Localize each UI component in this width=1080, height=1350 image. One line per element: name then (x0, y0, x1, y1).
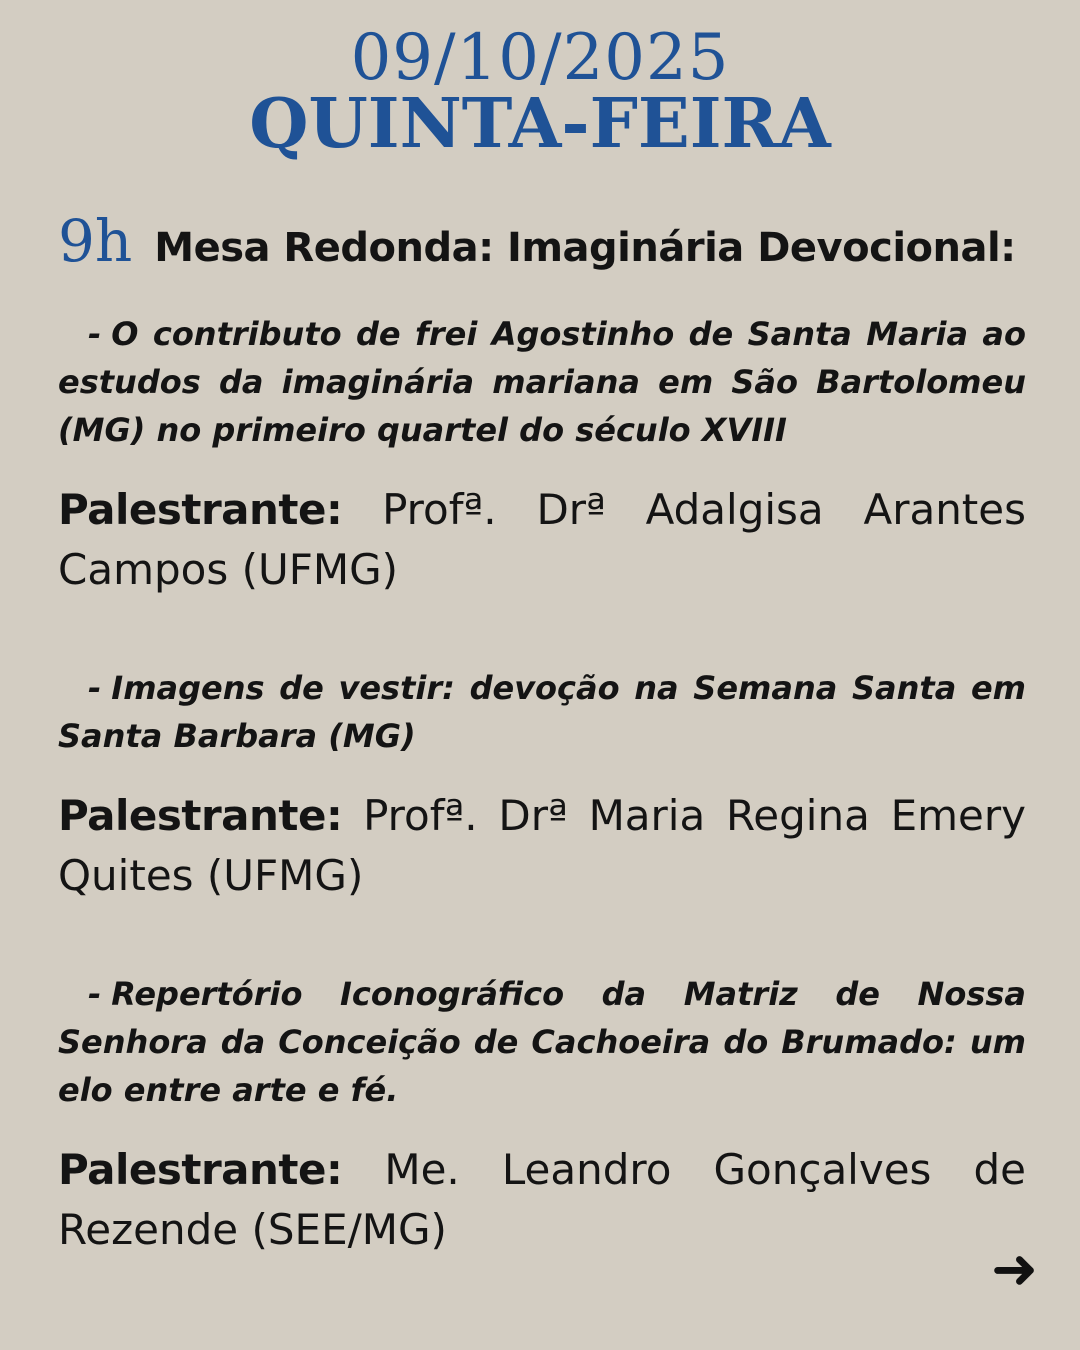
talk-1-title (58, 310, 1026, 454)
talk-2-speaker-label: Palestrante: (58, 791, 343, 840)
talk-2-dash: - (88, 669, 102, 707)
talk-1-title-text: O contributo de frei Agostinho de Santa Maria ao estudos da imaginária mariana em São Bartolomeu (MG) no primeiro quartel do século XVIII (58, 315, 1026, 449)
talk-3-speaker-label: Palestrante: (58, 1145, 343, 1194)
event-weekday: QUINTA-FEIRA (249, 84, 831, 164)
session-heading (58, 206, 1026, 276)
session-time: 9h (58, 207, 133, 275)
talk-1-dash: - (88, 315, 102, 353)
talk-3-title (58, 970, 1026, 1114)
talk-1-speaker-name: Profª. Drª Adalgisa Arantes Campos (UFMG) (58, 485, 1027, 594)
talk-2-speaker-name: Profª. Drª Maria Regina Emery Quites (UFMG) (58, 791, 1026, 900)
event-date: 09/10/2025 (350, 21, 730, 95)
talk-2-title (58, 664, 1026, 760)
talk-2-speaker (58, 786, 1026, 906)
talk-1-speaker-label: Palestrante: (58, 485, 343, 534)
talk-3-dash: - (88, 975, 102, 1013)
session-title: Mesa Redonda: Imaginária Devocional: (154, 225, 1016, 271)
right-arrow-icon[interactable]: ➜ (991, 1237, 1038, 1302)
talk-3-speaker-name: Me. Leandro Gonçalves de Rezende (SEE/MG) (58, 1145, 1026, 1254)
program-content (58, 206, 1026, 1260)
talk-1-speaker (58, 480, 1026, 600)
talk-3-speaker (58, 1140, 1026, 1260)
talk-2-title-text: Imagens de vestir: devoção na Semana Santa em Santa Barbara (MG) (58, 669, 1026, 755)
header (0, 21, 1080, 164)
talk-3-title-text: Repertório Iconográfico da Matriz de Nossa Senhora da Conceição de Cachoeira do Brumado: um elo entre arte e fé. (58, 975, 1026, 1109)
